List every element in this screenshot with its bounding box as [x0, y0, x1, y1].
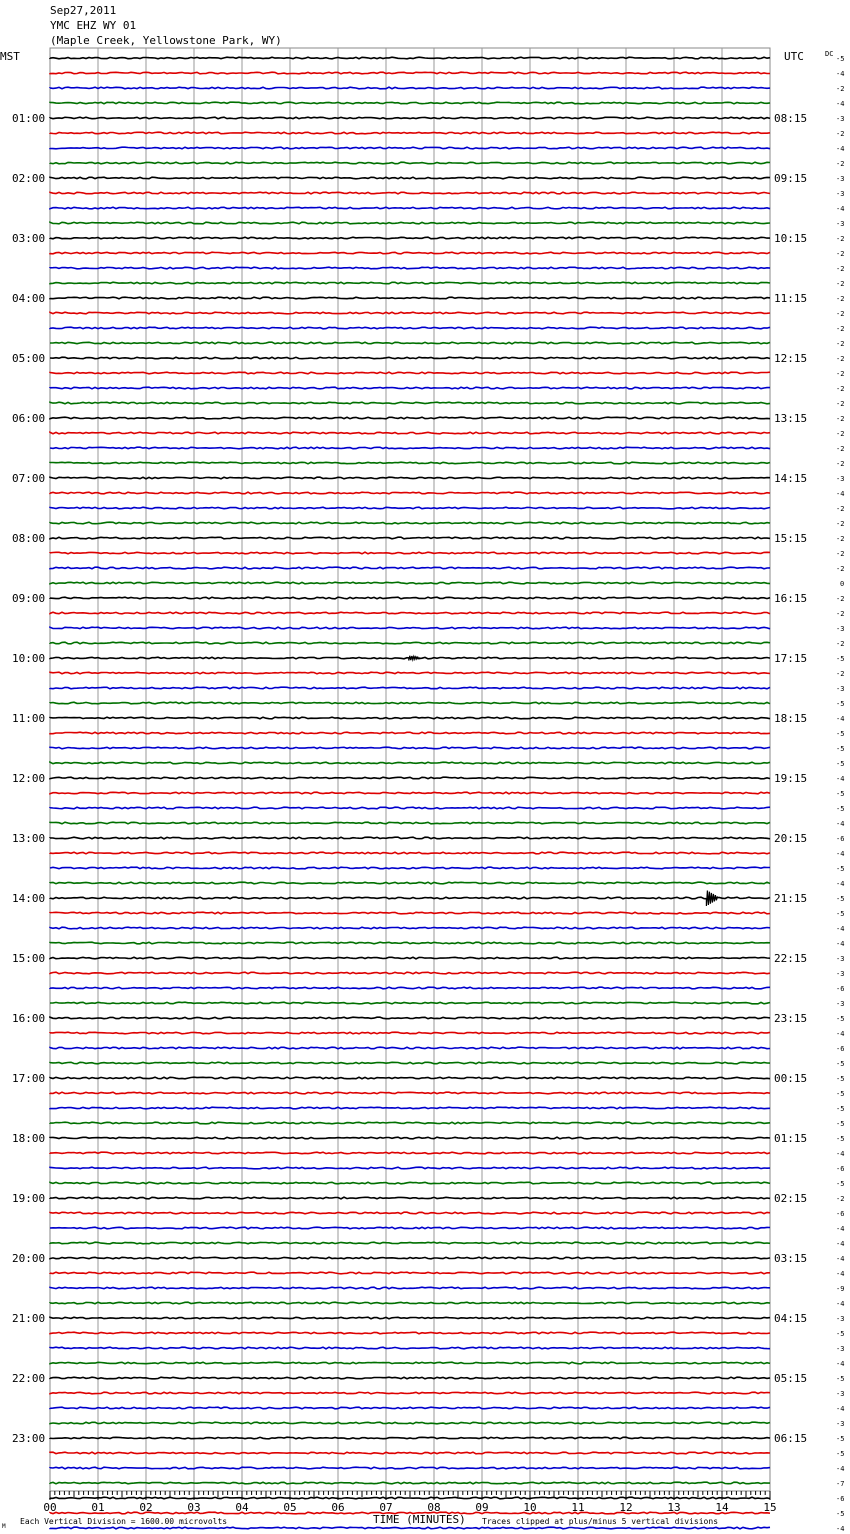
- dc-offset-label: -6: [836, 1495, 845, 1503]
- dc-offset-label: -4: [836, 850, 845, 858]
- trace-line: [50, 792, 770, 794]
- dc-offset-label: -2: [836, 550, 845, 558]
- trace-line: [50, 1527, 770, 1529]
- trace-line: [50, 1062, 770, 1064]
- dc-offset-label: -2: [836, 670, 845, 678]
- trace-line: [50, 987, 770, 989]
- x-tick-label: 13: [667, 1501, 681, 1514]
- dc-offset-label: -5: [836, 1330, 845, 1338]
- trace-line: [50, 1092, 770, 1094]
- dc-offset-label: -5: [836, 895, 845, 903]
- trace-line: [50, 1047, 770, 1049]
- trace-line: [50, 342, 770, 344]
- dc-offset-label: -2: [836, 445, 845, 453]
- utc-hour-label: 03:15: [774, 1252, 808, 1265]
- mst-hour-label: 16:00: [12, 1012, 46, 1025]
- utc-hour-label: 05:15: [774, 1372, 808, 1385]
- trace-line: [50, 642, 770, 644]
- trace-line: [50, 207, 770, 209]
- dc-offset-label: -3: [836, 190, 845, 198]
- trace-line: [50, 72, 770, 74]
- dc-offset-label: -4: [836, 1300, 845, 1308]
- dc-offset-label: -4: [836, 1255, 845, 1263]
- dc-offset-label: -4: [836, 1225, 845, 1233]
- dc-offset-label: -2: [836, 160, 845, 168]
- trace-line: [50, 1017, 770, 1019]
- trace-line: [50, 357, 770, 359]
- mst-axis-label: MST: [0, 50, 20, 63]
- trace-line: [50, 1452, 770, 1454]
- dc-offset-label: -2: [836, 595, 845, 603]
- trace-line: [50, 1347, 770, 1349]
- dc-offset-label: -3: [836, 115, 845, 123]
- dc-offset-label: -2: [836, 250, 845, 258]
- mst-hour-label: 13:00: [12, 832, 46, 845]
- trace-line: [50, 1377, 770, 1379]
- mst-hour-label: 18:00: [12, 1132, 46, 1145]
- dc-offset-label: -3: [836, 1000, 845, 1008]
- trace-line: [50, 1362, 770, 1364]
- utc-hour-label: 17:15: [774, 652, 808, 665]
- mst-hour-label: 01:00: [12, 112, 46, 125]
- dc-header-label: DC: [825, 50, 834, 58]
- station-id: YMC EHZ WY 01: [50, 19, 137, 32]
- trace-line: [50, 672, 770, 674]
- dc-offset-labels: [836, 55, 844, 1534]
- utc-hour-label: 02:15: [774, 1192, 808, 1205]
- trace-line: [50, 447, 770, 449]
- x-tick-label: 01: [91, 1501, 105, 1514]
- clip-note: Traces clipped at plus/minus 5 vertical divisions: [482, 1517, 719, 1526]
- utc-hour-label: 19:15: [774, 772, 808, 785]
- mst-hour-label: 23:00: [12, 1432, 46, 1445]
- trace-line: [50, 1317, 770, 1319]
- seismic-event: [409, 656, 420, 661]
- dc-offset-label: -5: [836, 745, 845, 753]
- mst-hour-label: 12:00: [12, 772, 46, 785]
- x-tick-label: 03: [187, 1501, 201, 1514]
- mst-hour-label: 04:00: [12, 292, 46, 305]
- dc-offset-label: -3: [836, 1390, 845, 1398]
- trace-line: [50, 132, 770, 134]
- x-tick-label: 04: [235, 1501, 249, 1514]
- utc-hour-label: 10:15: [774, 232, 808, 245]
- mst-hour-label: 08:00: [12, 532, 46, 545]
- trace-line: [50, 147, 770, 149]
- trace-line: [50, 537, 770, 539]
- x-tick-label: 06: [331, 1501, 345, 1514]
- trace-line: [50, 822, 770, 824]
- dc-offset-label: -6: [836, 835, 845, 843]
- dc-offset-label: -3: [836, 970, 845, 978]
- dc-offset-label: -2: [836, 415, 845, 423]
- mst-hour-label: 14:00: [12, 892, 46, 905]
- trace-line: [50, 507, 770, 509]
- utc-hour-label: 09:15: [774, 172, 808, 185]
- trace-line: [50, 972, 770, 974]
- trace-line: [50, 582, 770, 584]
- trace-line: [50, 687, 770, 689]
- trace-line: [50, 87, 770, 89]
- dc-offset-label: -5: [836, 865, 845, 873]
- trace-line: [50, 837, 770, 839]
- dc-offset-label: -3: [836, 175, 845, 183]
- dc-offset-label: -2: [836, 505, 845, 513]
- utc-hour-label: 01:15: [774, 1132, 808, 1145]
- trace-line: [50, 927, 770, 929]
- trace-lines: [50, 57, 770, 1534]
- dc-offset-label: -2: [836, 85, 845, 93]
- utc-hour-label: 23:15: [774, 1012, 808, 1025]
- trace-line: [50, 852, 770, 854]
- trace-line: [50, 1332, 770, 1334]
- trace-line: [50, 1077, 770, 1079]
- trace-line: [50, 777, 770, 779]
- mst-hour-label: 22:00: [12, 1372, 46, 1385]
- dc-offset-label: -4: [836, 1240, 845, 1248]
- dc-offset-label: -2: [836, 370, 845, 378]
- dc-offset-label: -2: [836, 1195, 845, 1203]
- dc-offset-label: -4: [836, 1525, 845, 1533]
- station-location: (Maple Creek, Yellowstone Park, WY): [50, 34, 282, 47]
- dc-offset-label: -2: [836, 520, 845, 528]
- mst-hour-label: 21:00: [12, 1312, 46, 1325]
- utc-hour-label: 11:15: [774, 292, 808, 305]
- trace-line: [50, 747, 770, 749]
- dc-offset-label: -6: [836, 1045, 845, 1053]
- trace-line: [50, 702, 770, 704]
- dc-offset-label: -2: [836, 385, 845, 393]
- dc-offset-label: -5: [836, 1510, 845, 1518]
- dc-offset-label: -5: [836, 730, 845, 738]
- utc-hour-label: 14:15: [774, 472, 808, 485]
- trace-line: [50, 1497, 770, 1499]
- utc-hour-label: 20:15: [774, 832, 808, 845]
- dc-offset-label: -2: [836, 325, 845, 333]
- seismic-event: [706, 891, 717, 906]
- trace-line: [50, 1002, 770, 1004]
- trace-line: [50, 912, 770, 914]
- dc-offset-label: -3: [836, 1420, 845, 1428]
- trace-line: [50, 732, 770, 734]
- utc-hour-label: 18:15: [774, 712, 808, 725]
- trace-line: [50, 177, 770, 179]
- utc-axis-label: UTC: [784, 50, 804, 63]
- dc-offset-label: -6: [836, 1165, 845, 1173]
- dc-offset-label: -3: [836, 475, 845, 483]
- x-axis-title: TIME (MINUTES): [373, 1513, 466, 1526]
- dc-offset-label: -6: [836, 985, 845, 993]
- trace-line: [50, 237, 770, 239]
- trace-line: [50, 522, 770, 524]
- dc-offset-label: -5: [836, 805, 845, 813]
- trace-line: [50, 282, 770, 284]
- dc-offset-label: -3: [836, 625, 845, 633]
- dc-offset-label: -2: [836, 340, 845, 348]
- x-tick-label: 11: [571, 1501, 585, 1514]
- x-tick-label: 00: [43, 1501, 57, 1514]
- plot-date: Sep27,2011: [50, 4, 117, 17]
- grid-lines: [50, 48, 770, 1491]
- mst-hour-label: 11:00: [12, 712, 46, 725]
- dc-offset-label: -5: [836, 1090, 845, 1098]
- trace-line: [50, 882, 770, 884]
- dc-offset-label: -5: [836, 1435, 845, 1443]
- trace-line: [50, 267, 770, 269]
- trace-line: [50, 327, 770, 329]
- mst-hour-label: 09:00: [12, 592, 46, 605]
- mst-hour-label: 07:00: [12, 472, 46, 485]
- trace-line: [50, 492, 770, 494]
- trace-line: [50, 252, 770, 254]
- dc-offset-label: -9: [836, 1285, 845, 1293]
- dc-offset-label: -2: [836, 295, 845, 303]
- trace-line: [50, 1302, 770, 1304]
- utc-hour-label: 00:15: [774, 1072, 808, 1085]
- trace-line: [50, 417, 770, 419]
- trace-line: [50, 1212, 770, 1214]
- dc-offset-label: -5: [836, 700, 845, 708]
- dc-offset-label: -3: [836, 1315, 845, 1323]
- dc-offset-label: -4: [836, 775, 845, 783]
- trace-line: [50, 222, 770, 224]
- trace-line: [50, 462, 770, 464]
- x-tick-label: 10: [523, 1501, 537, 1514]
- trace-line: [50, 1107, 770, 1109]
- trace-line: [50, 597, 770, 599]
- x-tick-label: 14: [715, 1501, 729, 1514]
- trace-line: [50, 1242, 770, 1244]
- dc-offset-label: -5: [836, 1075, 845, 1083]
- trace-line: [50, 432, 770, 434]
- trace-line: [50, 1227, 770, 1229]
- dc-offset-label: 0: [840, 580, 845, 588]
- mst-hour-label: 03:00: [12, 232, 46, 245]
- utc-hour-label: 16:15: [774, 592, 808, 605]
- x-tick-label: 09: [475, 1501, 489, 1514]
- dc-offset-label: -5: [836, 1450, 845, 1458]
- trace-line: [50, 1152, 770, 1154]
- trace-line: [50, 192, 770, 194]
- dc-offset-label: -2: [836, 280, 845, 288]
- mst-hour-label: 06:00: [12, 412, 46, 425]
- dc-offset-label: -4: [836, 940, 845, 948]
- x-tick-label: 07: [379, 1501, 393, 1514]
- dc-offset-label: -5: [836, 655, 845, 663]
- utc-hour-label: 13:15: [774, 412, 808, 425]
- mst-hour-label: 02:00: [12, 172, 46, 185]
- x-tick-label: 15: [763, 1501, 777, 1514]
- trace-line: [50, 162, 770, 164]
- utc-hour-label: 15:15: [774, 532, 808, 545]
- trace-line: [50, 1032, 770, 1034]
- dc-offset-label: -4: [836, 1360, 845, 1368]
- mst-hour-label: 17:00: [12, 1072, 46, 1085]
- trace-line: [50, 1197, 770, 1199]
- dc-offset-label: -2: [836, 310, 845, 318]
- utc-hour-label: 06:15: [774, 1432, 808, 1445]
- dc-offset-label: -5: [836, 910, 845, 918]
- dc-offset-label: -5: [836, 1015, 845, 1023]
- trace-line: [50, 102, 770, 104]
- trace-line: [50, 1392, 770, 1394]
- dc-offset-label: -4: [836, 100, 845, 108]
- dc-offset-label: -2: [836, 640, 845, 648]
- trace-line: [50, 1257, 770, 1259]
- dc-offset-label: -5: [836, 1180, 845, 1188]
- dc-offset-label: -5: [836, 1120, 845, 1128]
- mst-hour-label: 15:00: [12, 952, 46, 965]
- mst-hour-label: 20:00: [12, 1252, 46, 1265]
- trace-line: [50, 312, 770, 314]
- x-axis: [43, 1491, 776, 1514]
- dc-offset-label: -4: [836, 145, 845, 153]
- x-tick-label: 08: [427, 1501, 441, 1514]
- dc-offset-label: -2: [836, 430, 845, 438]
- trace-line: [50, 1482, 770, 1484]
- dc-offset-label: -3: [836, 220, 845, 228]
- dc-offset-label: -4: [836, 1150, 845, 1158]
- dc-offset-label: -2: [836, 565, 845, 573]
- trace-line: [50, 1437, 770, 1439]
- mst-hour-label: 19:00: [12, 1192, 46, 1205]
- dc-offset-label: -2: [836, 610, 845, 618]
- dc-offset-label: -5: [836, 1375, 845, 1383]
- dc-offset-label: -5: [836, 760, 845, 768]
- dc-offset-label: -6: [836, 1210, 845, 1218]
- dc-offset-label: -5: [836, 55, 845, 63]
- trace-line: [50, 612, 770, 614]
- trace-line: [50, 567, 770, 569]
- trace-line: [50, 1122, 770, 1124]
- dc-offset-label: -2: [836, 400, 845, 408]
- trace-line: [50, 57, 770, 59]
- dc-offset-label: -4: [836, 1030, 845, 1038]
- utc-hour-label: 04:15: [774, 1312, 808, 1325]
- trace-line: [50, 117, 770, 119]
- trace-line: [50, 387, 770, 389]
- trace-line: [50, 1422, 770, 1424]
- dc-offset-label: -5: [836, 1105, 845, 1113]
- corner-mark: M: [2, 1523, 6, 1530]
- dc-offset-label: -3: [836, 1345, 845, 1353]
- dc-offset-label: -2: [836, 460, 845, 468]
- trace-line: [50, 1182, 770, 1184]
- dc-offset-label: -4: [836, 1405, 845, 1413]
- utc-hour-label: 22:15: [774, 952, 808, 965]
- trace-line: [50, 897, 770, 899]
- dc-offset-label: -2: [836, 130, 845, 138]
- trace-line: [50, 807, 770, 809]
- dc-offset-label: -4: [836, 490, 845, 498]
- dc-offset-label: -2: [836, 535, 845, 543]
- trace-line: [50, 552, 770, 554]
- dc-offset-label: -4: [836, 1465, 845, 1473]
- x-tick-label: 05: [283, 1501, 297, 1514]
- dc-offset-label: -4: [836, 925, 845, 933]
- trace-line: [50, 402, 770, 404]
- trace-line: [50, 1167, 770, 1169]
- dc-offset-label: -2: [836, 235, 845, 243]
- trace-line: [50, 762, 770, 764]
- trace-line: [50, 1467, 770, 1469]
- dc-offset-label: -4: [836, 820, 845, 828]
- x-tick-label: 02: [139, 1501, 153, 1514]
- trace-line: [50, 627, 770, 629]
- dc-offset-label: -4: [836, 205, 845, 213]
- dc-offset-label: -2: [836, 265, 845, 273]
- dc-offset-label: -4: [836, 880, 845, 888]
- trace-line: [50, 942, 770, 944]
- plot-frame: [50, 48, 770, 1491]
- trace-line: [50, 1272, 770, 1274]
- scale-note: Each Vertical Division = 1600.00 microvolts: [20, 1517, 228, 1526]
- utc-hour-label: 21:15: [774, 892, 808, 905]
- trace-line: [50, 477, 770, 479]
- x-tick-label: 12: [619, 1501, 633, 1514]
- dc-offset-label: -2: [836, 355, 845, 363]
- mst-hour-label: 10:00: [12, 652, 46, 665]
- dc-offset-label: -7: [836, 1480, 845, 1488]
- utc-hour-label: 12:15: [774, 352, 808, 365]
- trace-line: [50, 1407, 770, 1409]
- trace-line: [50, 867, 770, 869]
- trace-line: [50, 372, 770, 374]
- dc-offset-label: -4: [836, 715, 845, 723]
- utc-hour-label: 08:15: [774, 112, 808, 125]
- dc-offset-label: -5: [836, 1060, 845, 1068]
- mst-hour-label: 05:00: [12, 352, 46, 365]
- dc-offset-label: -3: [836, 955, 845, 963]
- trace-line: [50, 1287, 770, 1289]
- dc-offset-label: -4: [836, 70, 845, 78]
- dc-offset-label: -5: [836, 790, 845, 798]
- trace-line: [50, 297, 770, 299]
- dc-offset-label: -4: [836, 1270, 845, 1278]
- dc-offset-label: -3: [836, 685, 845, 693]
- dc-offset-label: -5: [836, 1135, 845, 1143]
- trace-line: [50, 1137, 770, 1139]
- trace-line: [50, 717, 770, 719]
- trace-line: [50, 957, 770, 959]
